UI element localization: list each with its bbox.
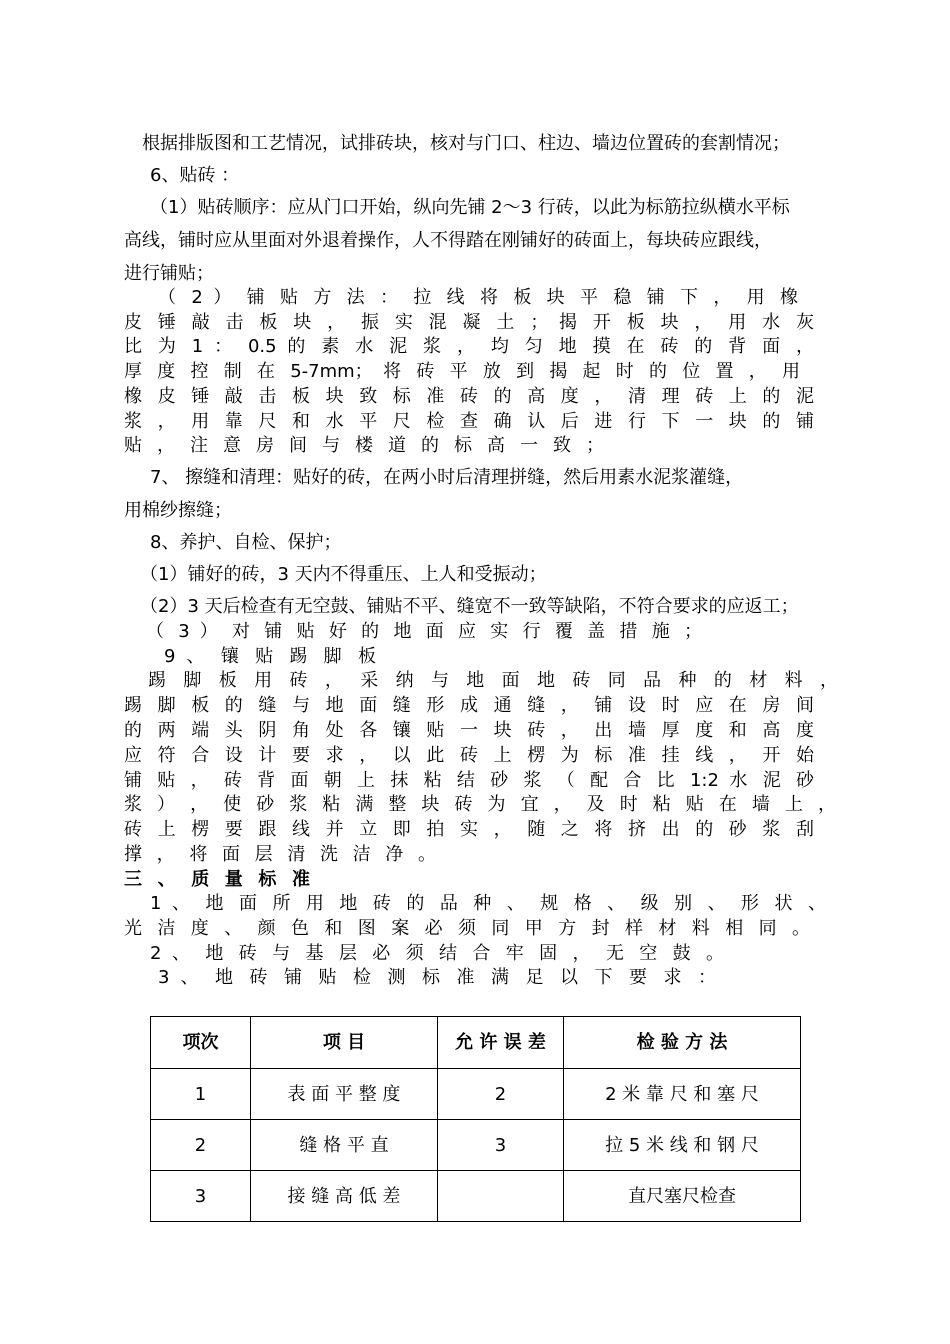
line-3: （1）贴砖顺序：应从门口开始，纵向先铺 2～3 行砖，以此为标筋拉纵横水平标 [150, 197, 790, 218]
line-18: （ 3 ） 对 铺 贴 好 的 地 面 应 实 行 覆 盖 措 施 ； [146, 621, 702, 642]
header-tolerance: 允 许 误 差 [438, 1017, 564, 1069]
line-20: 踢 脚 板 用 砖 ， 采 纳 与 地 面 地 砖 同 品 种 的 材 料 ， [148, 670, 838, 691]
line-2: 6、贴砖 ： [150, 165, 240, 186]
line-8: 比 为 1 ： 0.5 的 素 水 泥 浆 ， 均 匀 地 摸 在 砖 的 背 面 ， [124, 336, 814, 357]
table-cell: 直尺塞尺检查 [564, 1171, 801, 1222]
table-cell: 接 缝 高 低 差 [251, 1171, 438, 1222]
header-method: 检 验 方 法 [564, 1017, 801, 1069]
table-cell: 2 [438, 1069, 564, 1120]
line-17: （2）3 天后检查有无空鼓、铺贴不平、缝宽不一致等缺陷，不符合要求的应返工； [140, 596, 799, 617]
quality-table [150, 1016, 801, 1222]
table-cell: 1 [151, 1069, 251, 1120]
line-11: 浆 ， 用 靠 尺 和 水 平 尺 检 查 确 认 后 进 行 下 一 块 的 铺 [124, 411, 814, 432]
line-14: 用棉纱擦缝； [124, 500, 232, 521]
section-heading: 三 、 质 量 标 准 [124, 869, 310, 890]
line-23: 应 符 合 设 计 要 求 ， 以 此 砖 上 楞 为 标 准 挂 线 ， 开 始 [124, 745, 814, 766]
line-27: 撑 ， 将 面 层 清 洗 洁 净 。 [124, 844, 436, 865]
table-cell: 表 面 平 整 度 [251, 1069, 438, 1120]
line-9: 厚 度 控 制 在 5-7mm； 将 砖 平 放 到 揭 起 时 的 位 置 ， 用 [124, 361, 800, 382]
table-cell: 3 [151, 1171, 251, 1222]
line-32: 3 、 地 砖 铺 贴 检 测 标 准 满 足 以 下 要 求 ： [158, 967, 716, 988]
line-26: 砖 上 楞 要 跟 线 并 立 即 拍 实 ， 随 之 将 挤 出 的 砂 浆 刮 [124, 819, 814, 840]
line-16: （1）铺好的砖，3 天内不得重压、上人和受振动； [140, 564, 547, 585]
header-item-no: 项次 [151, 1017, 251, 1069]
table-cell: 缝 格 平 直 [251, 1120, 438, 1171]
line-6: （ 2 ） 铺 贴 方 法 ： 拉 线 将 板 块 平 稳 铺 下 ， 用 橡 [158, 287, 798, 308]
table-cell: 拉 5 米 线 和 钢 尺 [564, 1120, 801, 1171]
table-row [151, 1069, 801, 1120]
table-cell: 3 [438, 1120, 564, 1171]
line-10: 橡 皮 锤 敲 击 板 块 致 标 准 砖 的 高 度 ， 清 理 砖 上 的 泥 [124, 386, 814, 407]
line-19: 9 、 镶 贴 踢 脚 板 [164, 646, 376, 667]
line-13: 7、 擦缝和清理：贴好的砖，在两小时后清理拼缝，然后用素水泥浆灌缝， [150, 467, 744, 488]
line-4: 高线，铺时应从里面对外退着操作，人不得踏在刚铺好的砖面上，每块砖应跟线， [124, 230, 772, 251]
line-5: 进行铺贴； [124, 263, 214, 284]
line-21: 踢 脚 板 的 缝 与 地 面 缝 形 成 通 缝 ， 铺 设 时 应 在 房 间 [124, 695, 814, 716]
line-29: 1 、 地 面 所 用 地 砖 的 品 种 、 规 格 、 级 别 、 形 状 、 [150, 893, 826, 914]
table-cell: 2 [151, 1120, 251, 1171]
line-15: 8、养护、自检、保护； [150, 532, 342, 553]
table-row [151, 1171, 801, 1222]
table-cell: 2 米 靠 尺 和 塞 尺 [564, 1069, 801, 1120]
table-row [151, 1120, 801, 1171]
line-25: 浆 ） ， 使 砂 浆 粘 满 整 块 砖 为 宜 ， 及 时 粘 贴 在 墙 上 ， [124, 794, 836, 815]
line-12: 贴 ， 注 意 房 间 与 楼 道 的 标 高 一 致 ； [124, 435, 604, 456]
line-31: 2 、 地 砖 与 基 层 必 须 结 合 牢 固 ， 无 空 鼓 。 [150, 943, 725, 964]
line-7: 皮 锤 敲 击 板 块 ， 振 实 混 凝 土 ； 揭 开 板 块 ， 用 水 灰 [124, 312, 814, 333]
header-item: 项 目 [251, 1017, 438, 1069]
table-cell [438, 1171, 564, 1222]
line-1: 根据排版图和工艺情况，试排砖块，核对与门口、柱边、墙边位置砖的套割情况； [142, 133, 790, 154]
line-24: 铺 贴 ， 砖 背 面 朝 上 抹 粘 结 砂 浆 （ 配 合 比 1:2 水 泥 砂 [124, 770, 814, 791]
line-30: 光 洁 度 、 颜 色 和 图 案 必 须 同 甲 方 封 样 材 料 相 同 。 [124, 918, 810, 939]
table-header-row [151, 1017, 801, 1069]
line-22: 的 两 端 头 阴 角 处 各 镶 贴 一 块 砖 ， 出 墙 厚 度 和 高 度 [124, 720, 814, 741]
